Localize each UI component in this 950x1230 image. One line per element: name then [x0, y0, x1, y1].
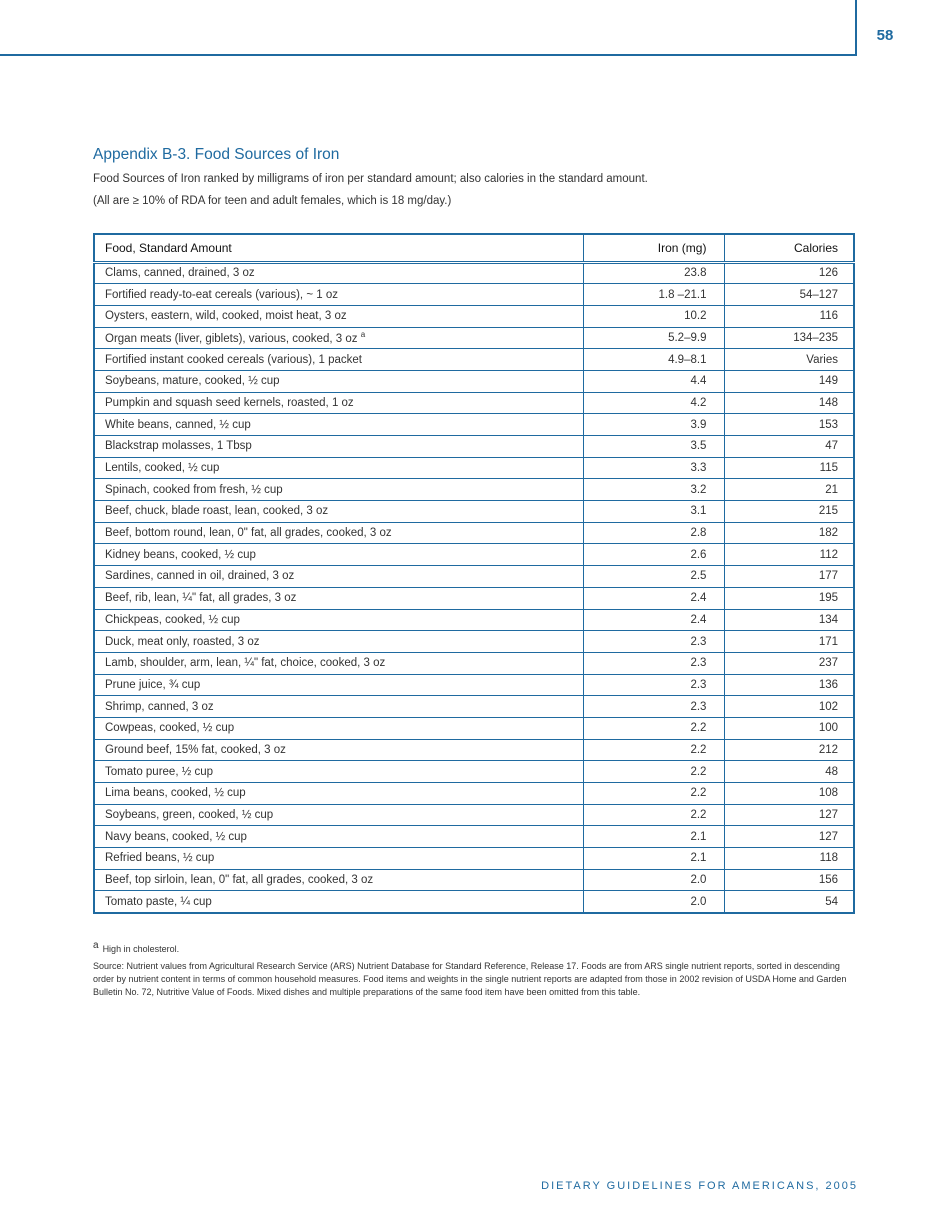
food-name: White beans, canned, ½ cup: [105, 418, 251, 431]
table-row: [94, 501, 854, 523]
table-row: [94, 696, 854, 718]
food-cell: [94, 262, 584, 284]
food-name: Spinach, cooked from fresh, ½ cup: [105, 483, 283, 496]
food-cell: [94, 674, 584, 696]
food-name: Beef, top sirloin, lean, 0" fat, all grades, cooked, 3 oz: [105, 874, 374, 887]
food-name: Duck, meat only, roasted, 3 oz: [105, 635, 260, 648]
table-row: [94, 349, 854, 371]
food-name: Ground beef, 15% fat, cooked, 3 oz: [105, 743, 286, 756]
food-name: Lamb, shoulder, arm, lean, ¼" fat, choice, cooked, 3 oz: [105, 657, 386, 670]
iron-cell: 3.9: [584, 414, 725, 436]
food-name: Beef, chuck, blade roast, lean, cooked, 3 oz: [105, 505, 329, 518]
food-cell: [94, 891, 584, 913]
table-row: [94, 544, 854, 566]
food-cell: [94, 804, 584, 826]
food-cell: [94, 696, 584, 718]
iron-cell: 2.3: [584, 631, 725, 653]
food-cell: [94, 652, 584, 674]
page-number: 58: [876, 27, 894, 44]
food-cell: [94, 457, 584, 479]
table-row: [94, 370, 854, 392]
table-row: [94, 826, 854, 848]
table-row: [94, 848, 854, 870]
source-note: Source: Nutrient values from Agricultural Research Service (ARS) Nutrient Database for Standard Reference, Release 17. Foods are from ARS single nutrient reports, sorted in descending order by nutrient content in terms of common household measures. Food items and weights in the single nutrient reports are adapted from those in 2002 revision of USDA Home and Garden Bulletin No. 72, Nutritive Value of Foods. Mixed dishes and multiple preparations of the same food item have been omitted from this table.: [93, 961, 847, 997]
calories-cell: 127: [725, 826, 854, 848]
food-name: Beef, bottom round, lean, 0" fat, all grades, cooked, 3 oz: [105, 527, 392, 540]
food-cell: [94, 305, 584, 327]
food-name: Beef, rib, lean, ¼" fat, all grades, 3 oz: [105, 592, 297, 605]
table-row: [94, 717, 854, 739]
iron-cell: 2.6: [584, 544, 725, 566]
column-header-iron: Iron (mg): [584, 234, 725, 262]
food-name: Pumpkin and squash seed kernels, roasted, 1 oz: [105, 396, 354, 409]
table-row: [94, 436, 854, 458]
food-name: Refried beans, ½ cup: [105, 852, 215, 865]
table-row: [94, 761, 854, 783]
table-row: [94, 327, 854, 349]
food-cell: [94, 826, 584, 848]
calories-cell: 116: [725, 305, 854, 327]
food-cell: [94, 436, 584, 458]
calories-cell: 136: [725, 674, 854, 696]
calories-cell: 153: [725, 414, 854, 436]
calories-cell: 237: [725, 652, 854, 674]
iron-cell: 2.2: [584, 804, 725, 826]
iron-cell: 4.9–8.1: [584, 349, 725, 371]
calories-cell: 108: [725, 783, 854, 805]
table-row: [94, 609, 854, 631]
iron-cell: 2.2: [584, 717, 725, 739]
page-title: Appendix B-3. Food Sources of Iron: [93, 146, 340, 163]
iron-cell: 4.2: [584, 392, 725, 414]
calories-cell: 171: [725, 631, 854, 653]
food-cell: [94, 631, 584, 653]
food-name: Fortified instant cooked cereals (various), 1 packet: [105, 353, 362, 366]
footnote-mark: a: [93, 940, 99, 951]
food-name: Clams, canned, drained, 3 oz: [105, 267, 255, 280]
footnote: [93, 940, 179, 954]
iron-cell: 4.4: [584, 370, 725, 392]
food-cell: [94, 566, 584, 588]
calories-cell: 195: [725, 587, 854, 609]
food-name: Soybeans, mature, cooked, ½ cup: [105, 375, 280, 388]
iron-cell: 3.5: [584, 436, 725, 458]
calories-cell: 47: [725, 436, 854, 458]
header-rule: [0, 54, 856, 56]
food-cell: [94, 414, 584, 436]
food-cell: [94, 587, 584, 609]
calories-cell: 182: [725, 522, 854, 544]
food-name: Blackstrap molasses, 1 Tbsp: [105, 440, 252, 453]
calories-cell: 149: [725, 370, 854, 392]
food-cell: [94, 717, 584, 739]
food-cell: [94, 848, 584, 870]
iron-sources-table: [93, 233, 855, 914]
table-body: [94, 262, 854, 913]
iron-cell: 2.8: [584, 522, 725, 544]
iron-cell: 2.2: [584, 783, 725, 805]
food-cell: [94, 544, 584, 566]
iron-cell: 5.2–9.9: [584, 327, 725, 349]
iron-cell: 2.4: [584, 609, 725, 631]
iron-cell: 2.1: [584, 848, 725, 870]
calories-cell: 126: [725, 262, 854, 284]
iron-cell: 3.2: [584, 479, 725, 501]
calories-cell: 177: [725, 566, 854, 588]
food-name: Sardines, canned in oil, drained, 3 oz: [105, 570, 295, 583]
iron-cell: 2.5: [584, 566, 725, 588]
iron-cell: 1.8 –21.1: [584, 284, 725, 306]
iron-cell: 2.1: [584, 826, 725, 848]
calories-cell: 215: [725, 501, 854, 523]
table-row: [94, 674, 854, 696]
calories-cell: 54–127: [725, 284, 854, 306]
food-cell: [94, 522, 584, 544]
iron-cell: 2.0: [584, 869, 725, 891]
food-name: Tomato paste, ¼ cup: [105, 895, 212, 908]
food-name: Soybeans, green, cooked, ½ cup: [105, 809, 274, 822]
food-name: Lentils, cooked, ½ cup: [105, 462, 220, 475]
footnote-text: High in cholesterol.: [102, 944, 180, 954]
table-description: Food Sources of Iron ranked by milligrams of iron per standard amount; also calories in the standard amount.: [93, 173, 648, 185]
table-description-note: (All are ≥ 10% of RDA for teen and adult females, which is 18 mg/day.): [93, 195, 452, 207]
food-name: Prune juice, ¾ cup: [105, 678, 201, 691]
iron-cell: 3.1: [584, 501, 725, 523]
iron-cell: 2.4: [584, 587, 725, 609]
column-header-calories: Calories: [725, 234, 854, 262]
iron-cell: 10.2: [584, 305, 725, 327]
table-row: [94, 739, 854, 761]
food-cell: [94, 349, 584, 371]
iron-cell: 2.2: [584, 739, 725, 761]
table-row: [94, 284, 854, 306]
iron-cell: 23.8: [584, 262, 725, 284]
table-row: [94, 305, 854, 327]
food-cell: [94, 869, 584, 891]
calories-cell: 21: [725, 479, 854, 501]
calories-cell: 118: [725, 848, 854, 870]
food-cell: [94, 284, 584, 306]
calories-cell: 134: [725, 609, 854, 631]
food-cell: [94, 501, 584, 523]
table-row: [94, 783, 854, 805]
calories-cell: 134–235: [725, 327, 854, 349]
food-cell: [94, 761, 584, 783]
table-row: [94, 566, 854, 588]
table-row: [94, 262, 854, 284]
food-name: Lima beans, cooked, ½ cup: [105, 787, 246, 800]
food-cell: [94, 392, 584, 414]
table-row: [94, 479, 854, 501]
food-cell: [94, 783, 584, 805]
iron-cell: 2.3: [584, 696, 725, 718]
footnote-reference: a: [360, 330, 366, 340]
column-header-food: Food, Standard Amount: [94, 234, 584, 262]
food-name: Oysters, eastern, wild, cooked, moist heat, 3 oz: [105, 310, 347, 323]
iron-cell: 2.0: [584, 891, 725, 913]
calories-cell: 148: [725, 392, 854, 414]
food-cell: [94, 370, 584, 392]
table-row: [94, 891, 854, 913]
food-name: Organ meats (liver, giblets), various, cooked, 3 oz: [105, 333, 358, 346]
food-name: Kidney beans, cooked, ½ cup: [105, 548, 256, 561]
calories-cell: 156: [725, 869, 854, 891]
calories-cell: 54: [725, 891, 854, 913]
table-row: [94, 522, 854, 544]
table-row: [94, 652, 854, 674]
page-footer: DIETARY GUIDELINES FOR AMERICANS, 2005: [541, 1180, 858, 1192]
table-row: [94, 587, 854, 609]
table-row: [94, 414, 854, 436]
food-name: Navy beans, cooked, ½ cup: [105, 830, 247, 843]
iron-cell: 2.2: [584, 761, 725, 783]
food-cell: [94, 479, 584, 501]
iron-cell: 3.3: [584, 457, 725, 479]
calories-cell: 112: [725, 544, 854, 566]
food-name: Chickpeas, cooked, ½ cup: [105, 613, 240, 626]
iron-cell: 2.3: [584, 674, 725, 696]
calories-cell: 115: [725, 457, 854, 479]
iron-cell: 2.3: [584, 652, 725, 674]
table-header-row: [94, 234, 854, 262]
food-name: Cowpeas, cooked, ½ cup: [105, 722, 235, 735]
table-row: [94, 804, 854, 826]
table-row: [94, 392, 854, 414]
table-row: [94, 869, 854, 891]
food-cell: [94, 327, 584, 349]
food-cell: [94, 739, 584, 761]
table-row: [94, 457, 854, 479]
food-cell: [94, 609, 584, 631]
calories-cell: 212: [725, 739, 854, 761]
calories-cell: 100: [725, 717, 854, 739]
food-name: Fortified ready-to-eat cereals (various), ~ 1 oz: [105, 288, 338, 301]
food-name: Tomato puree, ½ cup: [105, 765, 214, 778]
calories-cell: 127: [725, 804, 854, 826]
table-row: [94, 631, 854, 653]
food-name: Shrimp, canned, 3 oz: [105, 700, 214, 713]
calories-cell: Varies: [725, 349, 854, 371]
calories-cell: 102: [725, 696, 854, 718]
calories-cell: 48: [725, 761, 854, 783]
